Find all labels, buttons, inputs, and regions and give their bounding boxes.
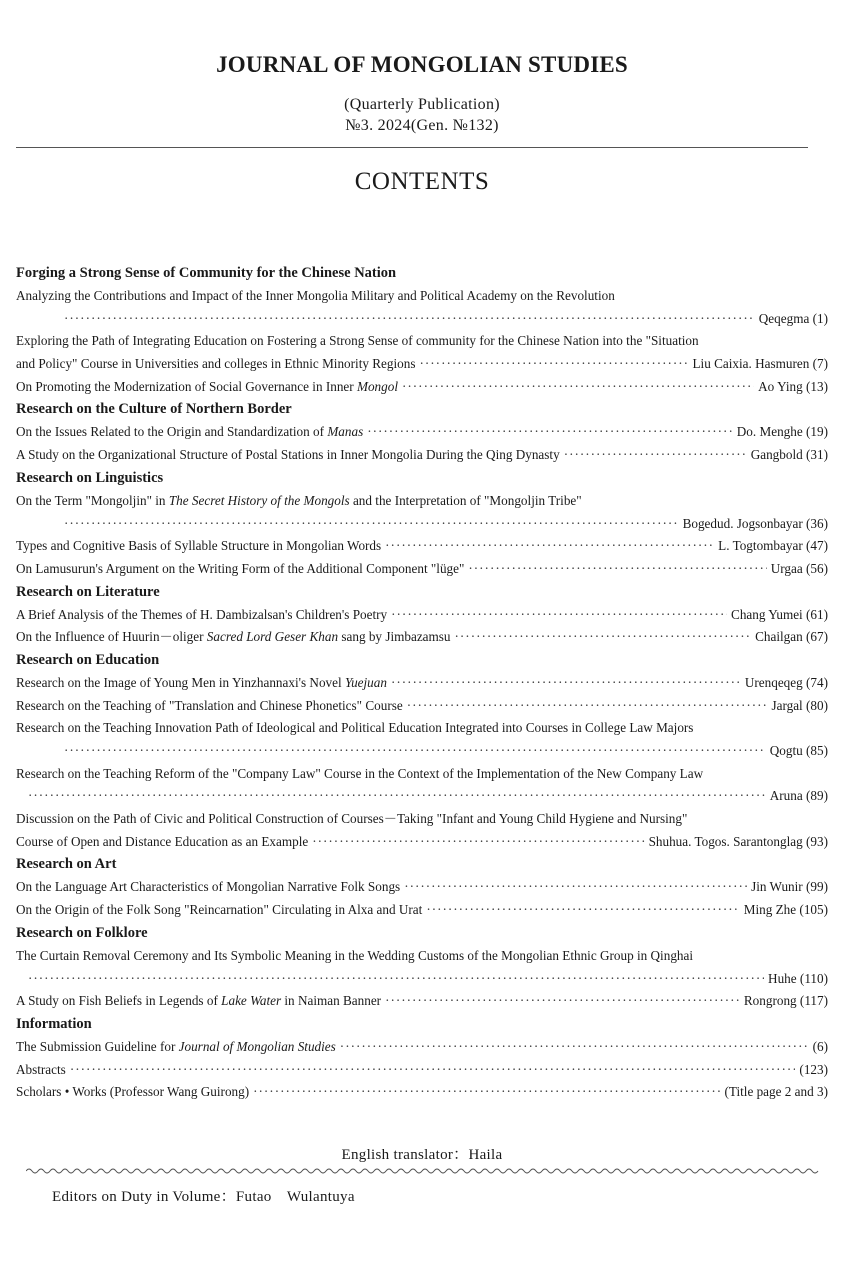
- entry-page: (47): [806, 538, 828, 554]
- entry-title-italic: Sacred Lord Geser Khan: [206, 629, 339, 645]
- entry-title: and Policy" Course in Universities and colleges in Ethnic Minority Regions: [16, 356, 416, 372]
- toc-entry-title-line[interactable]: [16, 330, 828, 353]
- entry-title: A Study on the Organizational Structure of Postal Stations in Inner Mongolia During the Qing Dynasty: [16, 447, 560, 463]
- entry-title-line1: Exploring the Path of Integrating Education on Fostering a Strong Sense of community for the Chinese Nation into the "Situation: [16, 333, 699, 349]
- dot-leader: [404, 876, 747, 899]
- entry-title: Analyzing the Contributions and Impact of the Inner Mongolia Military and Political Academy on the Revolution: [16, 288, 615, 303]
- dot-leader: [312, 831, 644, 854]
- toc-entry[interactable]: [16, 444, 828, 467]
- entry-title: On the Language Art Characteristics of Mongolian Narrative Folk Songs: [16, 879, 401, 895]
- entry-page: (61): [806, 606, 828, 622]
- toc-entry[interactable]: [16, 1036, 828, 1059]
- editors-on-duty: Editors on Duty in Volume：Futao Wulantuya: [52, 1189, 355, 1205]
- entry-author: Gangbold: [750, 447, 803, 463]
- entry-title: A Brief Analysis of the Themes of H. Dambizalsan's Children's Poetry: [16, 606, 388, 622]
- section-heading: Research on Folklore: [16, 924, 148, 941]
- header-divider: [16, 147, 808, 148]
- toc-entry[interactable]: [16, 376, 828, 399]
- wavy-divider: [26, 1166, 820, 1176]
- toc-entry-author-line[interactable]: [16, 740, 828, 763]
- toc-entry[interactable]: [16, 831, 828, 854]
- section-heading: Research on Art: [16, 856, 117, 873]
- publication-type: (Quarterly Publication): [344, 96, 500, 113]
- toc-entry-title-line[interactable]: [16, 945, 828, 968]
- entry-page: (36): [806, 515, 828, 531]
- dot-leader: [64, 308, 755, 331]
- entry-title: Course of Open and Distance Education as an Example: [16, 833, 309, 849]
- entry-page: (117): [799, 993, 828, 1009]
- entry-author: Aruna: [769, 788, 803, 804]
- entry-author: Ao Ying: [758, 378, 803, 394]
- entry-author: Huhe: [768, 970, 797, 986]
- entry-author: Ming Zhe: [743, 902, 797, 918]
- toc-entry-author-line[interactable]: [16, 308, 828, 331]
- toc-entry[interactable]: [16, 695, 828, 718]
- toc-entry[interactable]: [16, 353, 828, 376]
- entry-title: The Curtain Removal Ceremony and Its Symbolic Meaning in the Wedding Customs of the Mongolian Ethnic Group in Qinghai: [16, 947, 694, 963]
- entry-title: Research on the Image of Young Men in Yinzhannaxi's Novel: [16, 674, 345, 690]
- entry-page: (31): [806, 447, 828, 463]
- toc-entry[interactable]: [16, 604, 828, 627]
- dot-leader: [402, 376, 754, 399]
- entry-title-after: sang by Jimbazamsu: [338, 629, 451, 645]
- dot-leader: [385, 535, 714, 558]
- dot-leader: [420, 353, 689, 376]
- entry-page: (7): [812, 356, 828, 372]
- entry-title: On Lamusurun's Argument on the Writing Form of the Additional Component "lüge": [16, 560, 465, 576]
- entry-title-italic: Lake Water: [221, 993, 282, 1009]
- toc-entry[interactable]: [16, 1081, 828, 1104]
- dot-leader: [253, 1081, 720, 1104]
- entry-title: A Study on Fish Beliefs in Legends of: [16, 993, 222, 1009]
- entry-title: On Promoting the Modernization of Social Governance in Inner: [16, 378, 357, 394]
- entry-page: (13): [806, 378, 828, 394]
- entry-author: Chang Yumei: [731, 606, 803, 622]
- section-heading: Research on Literature: [16, 583, 160, 600]
- entry-title-after: and the Interpretation of "Mongoljin Tribe": [349, 492, 582, 508]
- entry-author: Rongrong: [743, 993, 797, 1009]
- entry-page: (67): [806, 629, 828, 645]
- entry-title-italic: Yuejuan: [344, 674, 387, 690]
- toc-entry[interactable]: [16, 990, 828, 1013]
- entry-author: Urgaa: [770, 560, 803, 576]
- dot-leader: [385, 990, 740, 1013]
- entry-title: Research on the Teaching Reform of the "Company Law" Course in the Context of the Implementation of the New Company Law: [16, 765, 704, 781]
- toc-entry-author-line[interactable]: [16, 785, 828, 808]
- entry-page: (93): [806, 833, 828, 849]
- translator-credit: English translator：Haila: [341, 1147, 503, 1163]
- toc-entry-author-line[interactable]: [16, 513, 828, 536]
- toc-entry[interactable]: [16, 626, 828, 649]
- toc-entry-title-line[interactable]: [16, 808, 828, 831]
- toc-entry[interactable]: [16, 421, 828, 444]
- entry-page: (99): [806, 879, 828, 895]
- toc-entry-title-line[interactable]: [16, 490, 828, 513]
- contents-title: CONTENTS: [354, 168, 490, 195]
- entry-author: Jargal: [771, 697, 803, 713]
- entry-page: (56): [806, 560, 828, 576]
- dot-leader: [391, 604, 727, 627]
- toc-entry[interactable]: [16, 899, 828, 922]
- dot-leader: [407, 695, 768, 718]
- entry-page: (89): [806, 788, 828, 804]
- entry-author: Qogtu: [769, 743, 803, 758]
- table-of-contents: [16, 262, 828, 1104]
- entry-author: Shuhua. Togos. Sarantonglag: [648, 833, 803, 849]
- entry-title: On the Origin of the Folk Song "Reincarnation" Circulating in Alxa and Urat: [16, 902, 423, 918]
- section-heading: Research on Education: [16, 651, 160, 668]
- entry-title-italic: Mongol: [356, 378, 398, 394]
- toc-entry[interactable]: [16, 535, 828, 558]
- dot-leader: [70, 1059, 796, 1082]
- toc-entry[interactable]: [16, 558, 828, 581]
- entry-title: Scholars • Works (Professor Wang Guirong): [16, 1084, 250, 1100]
- journal-title: JOURNAL OF MONGOLIAN STUDIES: [216, 52, 628, 77]
- entry-title-italic: Manas: [327, 424, 364, 440]
- entry-page: (80): [806, 697, 828, 713]
- entry-author: Qeqegma: [758, 310, 810, 326]
- dot-leader: [64, 513, 679, 536]
- entry-author: Bogedud. Jogsonbayar: [682, 515, 803, 531]
- dot-leader: [28, 785, 766, 808]
- entry-title-line1: Discussion on the Path of Civic and Political Construction of Courses－Taking "Infant and Young Child Hygiene and Nursing": [16, 811, 688, 827]
- entry-author: L. Togtombayar: [718, 538, 803, 554]
- entry-title-italic: The Secret History of the Mongols: [168, 492, 350, 508]
- entry-title: On the Issues Related to the Origin and Standardization of: [16, 424, 328, 440]
- dot-leader: [28, 968, 764, 991]
- entry-page: (1): [812, 310, 828, 326]
- entry-page: (74): [806, 674, 828, 690]
- entry-page: (123): [799, 1061, 828, 1077]
- entry-title: Research on the Teaching of "Translation and Chinese Phonetics" Course: [16, 697, 403, 713]
- entry-title-italic: Journal of Mongolian Studies: [178, 1038, 336, 1054]
- entry-page: (Title page 2 and 3): [724, 1084, 828, 1100]
- toc-entry[interactable]: [16, 672, 828, 695]
- toc-entry-author-line[interactable]: [16, 968, 828, 991]
- entry-author: Urenqeqeg: [744, 674, 803, 690]
- entry-page: (105): [799, 902, 828, 918]
- dot-leader: [468, 558, 766, 581]
- section-heading: Research on the Culture of Northern Border: [16, 401, 292, 418]
- entry-title: Types and Cognitive Basis of Syllable Structure in Mongolian Words: [16, 538, 382, 554]
- entry-author: Jin Wunir: [751, 879, 803, 895]
- toc-entry-title-line[interactable]: [16, 763, 828, 786]
- toc-entry[interactable]: [16, 876, 828, 899]
- entry-page: (85): [806, 743, 828, 758]
- section-heading: Research on Linguistics: [16, 469, 164, 486]
- issue-number: №3. 2024(Gen. №132): [345, 117, 499, 134]
- toc-entry-title-line[interactable]: [16, 285, 828, 308]
- entry-page: (110): [799, 970, 828, 986]
- entry-author: Do. Menghe: [736, 424, 803, 440]
- entry-title: The Submission Guideline for: [16, 1038, 179, 1054]
- section-heading: Forging a Strong Sense of Community for the Chinese Nation: [16, 265, 397, 281]
- entry-title: Research on the Teaching Innovation Path of Ideological and Political Education Integrated into Courses in College Law Majors: [16, 720, 694, 736]
- entry-page: (19): [806, 424, 828, 440]
- section-heading: Information: [16, 1015, 92, 1032]
- entry-title-after: in Naiman Banner: [281, 993, 382, 1009]
- dot-leader: [426, 899, 739, 922]
- entry-title: Abstracts: [16, 1061, 66, 1077]
- entry-author: Chailgan: [755, 629, 803, 645]
- toc-entry-title-line[interactable]: [16, 717, 828, 740]
- dot-leader: [340, 1036, 809, 1059]
- entry-author: Liu Caixia. Hasmuren: [692, 356, 810, 372]
- dot-leader: [367, 421, 733, 444]
- dot-leader: [564, 444, 747, 467]
- toc-entry[interactable]: [16, 1059, 828, 1082]
- entry-title: On the Influence of Huurin－oliger: [16, 629, 207, 645]
- dot-leader: [391, 672, 741, 695]
- dot-leader: [455, 626, 752, 649]
- entry-title: On the Term "Mongoljin" in: [16, 492, 169, 508]
- entry-page: (6): [812, 1038, 828, 1054]
- dot-leader: [64, 740, 766, 763]
